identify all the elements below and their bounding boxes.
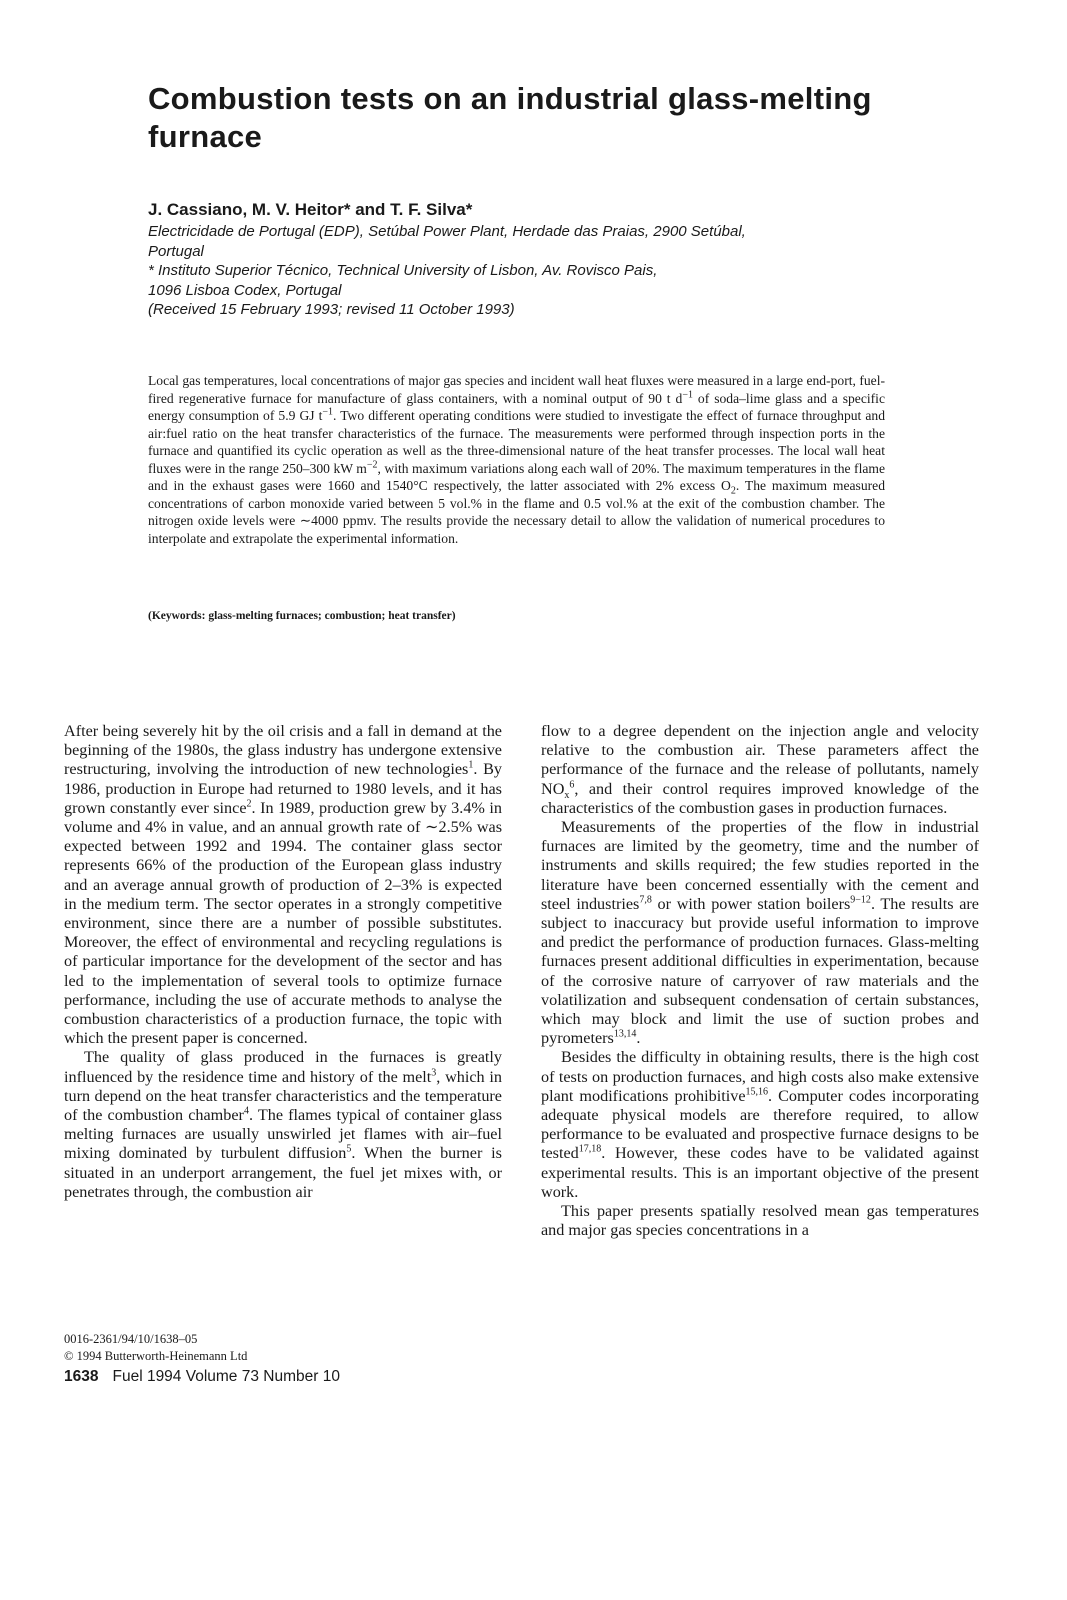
author-list: J. Cassiano, M. V. Heitor* and T. F. Silva* (148, 200, 473, 219)
body-paragraph (64, 722, 502, 1048)
body-paragraph (541, 1048, 979, 1202)
abstract-text: Local gas temperatures, local concentrations of major gas species and incident wall heat fluxes were measured in a large end-port, fuel-fired regenerative furnace for manufacture of glass containers, with a nominal output of 90 t d (148, 373, 885, 406)
affiliation-line: Portugal (148, 242, 204, 260)
affiliations (148, 222, 928, 320)
text-span: . When the burner is situated in an underport arrangement, the fuel jet mixes with, or penetrates through, the combustion air (64, 1144, 502, 1201)
citation-ref: 9−12 (850, 894, 871, 906)
citation-ref: 15,16 (745, 1086, 769, 1098)
citation-ref: 13,14 (613, 1028, 637, 1040)
text-span: Besides the difficulty in obtaining results, there is the high cost of tests on production furnaces, and high costs also make extensive plant modifications prohibitive (541, 1048, 979, 1105)
citation-ref: 17,18 (578, 1144, 602, 1156)
issn-code: 0016-2361/94/10/1638–05 (64, 1332, 198, 1346)
abstract-text: . Two different operating conditions were studied to investigate the effect of furnace throughput and air:fuel ratio on the heat transfer characteristics of the furnace. The measurements were performed through inspection ports in the furnace and quantified its cyclic operation as well as the three-dimensional nature of the heat transfer processes. The local wall heat fluxes were in the range 250–300 kW m (148, 408, 885, 476)
received-dates: (Received 15 February 1993; revised 11 October 1993) (148, 301, 515, 318)
body-paragraph: This paper presents spatially resolved mean gas temperatures and major gas species concentrations in a (541, 1202, 979, 1240)
copyright-notice: © 1994 Butterworth-Heinemann Ltd (64, 1349, 248, 1363)
text-span: . By 1986, production in Europe had returned to 1980 levels, and it has grown constantly ever since (64, 760, 502, 817)
superscript: −1 (322, 406, 334, 418)
citation-ref: 2 (246, 798, 252, 810)
subscript: 2 (730, 485, 736, 497)
body-column-left (64, 722, 502, 1202)
superscript: −1 (682, 388, 693, 400)
page-footer (64, 1368, 340, 1386)
abstract-text: , with maximum variations along each wall of 20%. The maximum temperatures in the flame and in the exhaust gases were 1660 and 1540°C respectively, the latter associated with 2% excess O (148, 460, 885, 493)
text-span: , which in turn depend on the heat transfer characteristics and the temperature of the combustion chamber (64, 1067, 502, 1125)
citation-ref: 7,8 (639, 894, 652, 906)
subscript: x (564, 789, 570, 801)
affiliation-line: 1096 Lisboa Codex, Portugal (148, 281, 342, 299)
text-span: . (636, 1029, 641, 1048)
citation-ref: 1 (468, 760, 474, 772)
body-paragraph (64, 1048, 502, 1202)
publication-info (64, 1331, 247, 1365)
superscript: −2 (366, 458, 378, 470)
text-span: . The flames typical of container glass melting furnaces are usually unswirled jet flames with air–fuel mixing dominated by turbulent diffusion (64, 1106, 502, 1163)
page-number: 1638 (64, 1368, 99, 1385)
text-span: . The results are subject to inaccuracy but provide useful information to improve and predict the performance of production furnaces. Glass-melting furnaces present additional difficulties in experimentation, because of the corrosive nature of carryover of raw materials and the volatilization and subsequent condensation of certain substances, which may block and limit the use of suction probes and pyrometers (541, 894, 979, 1048)
text-span: Measurements of the properties of the flow in industrial furnaces are limited by the geometry, time and the number of instruments and skills required; the few studies reported in the literature have been concerned essentially with the cement and steel industries (541, 818, 979, 913)
text-span: . In 1989, production grew by 3.4% in volume and 4% in value, and an annual growth rate of ∼2.5% was expected between 1992 and 1994. The container glass sector represents 66% of the production of the European glass industry and an average annual growth of production of 2–3% is expected in the medium term. The sector operates in a strongly competitive environment, since there are a number of possible substitutes. Moreover, the effect of environmental and recycling regulations is of particular importance for the development of the sector and has led to the implementation of several tools to optimize furnace performance, including the use of accurate methods to analyse the combustion characteristics of a production furnace, the topic with which the present paper is concerned. (64, 798, 502, 1048)
citation-ref: 4 (243, 1105, 249, 1117)
journal-citation: Fuel 1994 Volume 73 Number 10 (112, 1368, 340, 1385)
text-span: , and their control requires improved knowledge of the characteristics of the combustion gases in production furnaces. (541, 779, 979, 817)
text-span: The quality of glass produced in the furnaces is greatly influenced by the residence time and history of the melt (64, 1048, 502, 1086)
abstract (148, 372, 885, 547)
abstract-text: of soda–lime glass and a specific energy consumption of 5.9 GJ t (148, 390, 885, 423)
text-span: After being severely hit by the oil crisis and a fall in demand at the beginning of the 1980s, the glass industry has undergone extensive restructuring, involving the introduction of new technologies (64, 722, 502, 779)
body-paragraph (541, 722, 979, 818)
body-paragraph (541, 818, 979, 1048)
body-column-right (541, 722, 979, 1240)
text-span: flow to a degree dependent on the injection angle and velocity relative to the combustion air. These parameters affect the performance of the furnace and the release of pollutants, namely NO (541, 722, 979, 798)
citation-ref: 5 (346, 1144, 352, 1156)
affiliation-line: * Instituto Superior Técnico, Technical University of Lisbon, Av. Rovisco Pais, (148, 262, 658, 279)
paper-title: Combustion tests on an industrial glass-melting furnace (148, 81, 872, 154)
text-span: or with power station boilers (651, 894, 851, 913)
text-span: . Computer codes incorporating adequate physical models are therefore required, to allow performance to be evaluated and prospective furnace designs to be tested (541, 1086, 979, 1163)
citation-ref: 6 (569, 779, 575, 791)
keywords: (Keywords: glass-melting furnaces; combustion; heat transfer) (148, 610, 456, 622)
abstract-text: . The maximum measured concentrations of carbon monoxide varied between 5 vol.% in the flame and 0.5 vol.% at the exit of the combustion chamber. The nitrogen oxide levels were ∼4000 ppmv. The results provide the necessary detail to allow the validation of numerical procedures to interpolate and extrapolate the experimental information. (148, 478, 885, 546)
text-span: . However, these codes have to be validated against experimental results. This is an important objective of the present work. (541, 1144, 979, 1201)
citation-ref: 3 (431, 1067, 437, 1079)
affiliation-line: Electricidade de Portugal (EDP), Setúbal Power Plant, Herdade das Praias, 2900 Setúbal, (148, 223, 746, 240)
